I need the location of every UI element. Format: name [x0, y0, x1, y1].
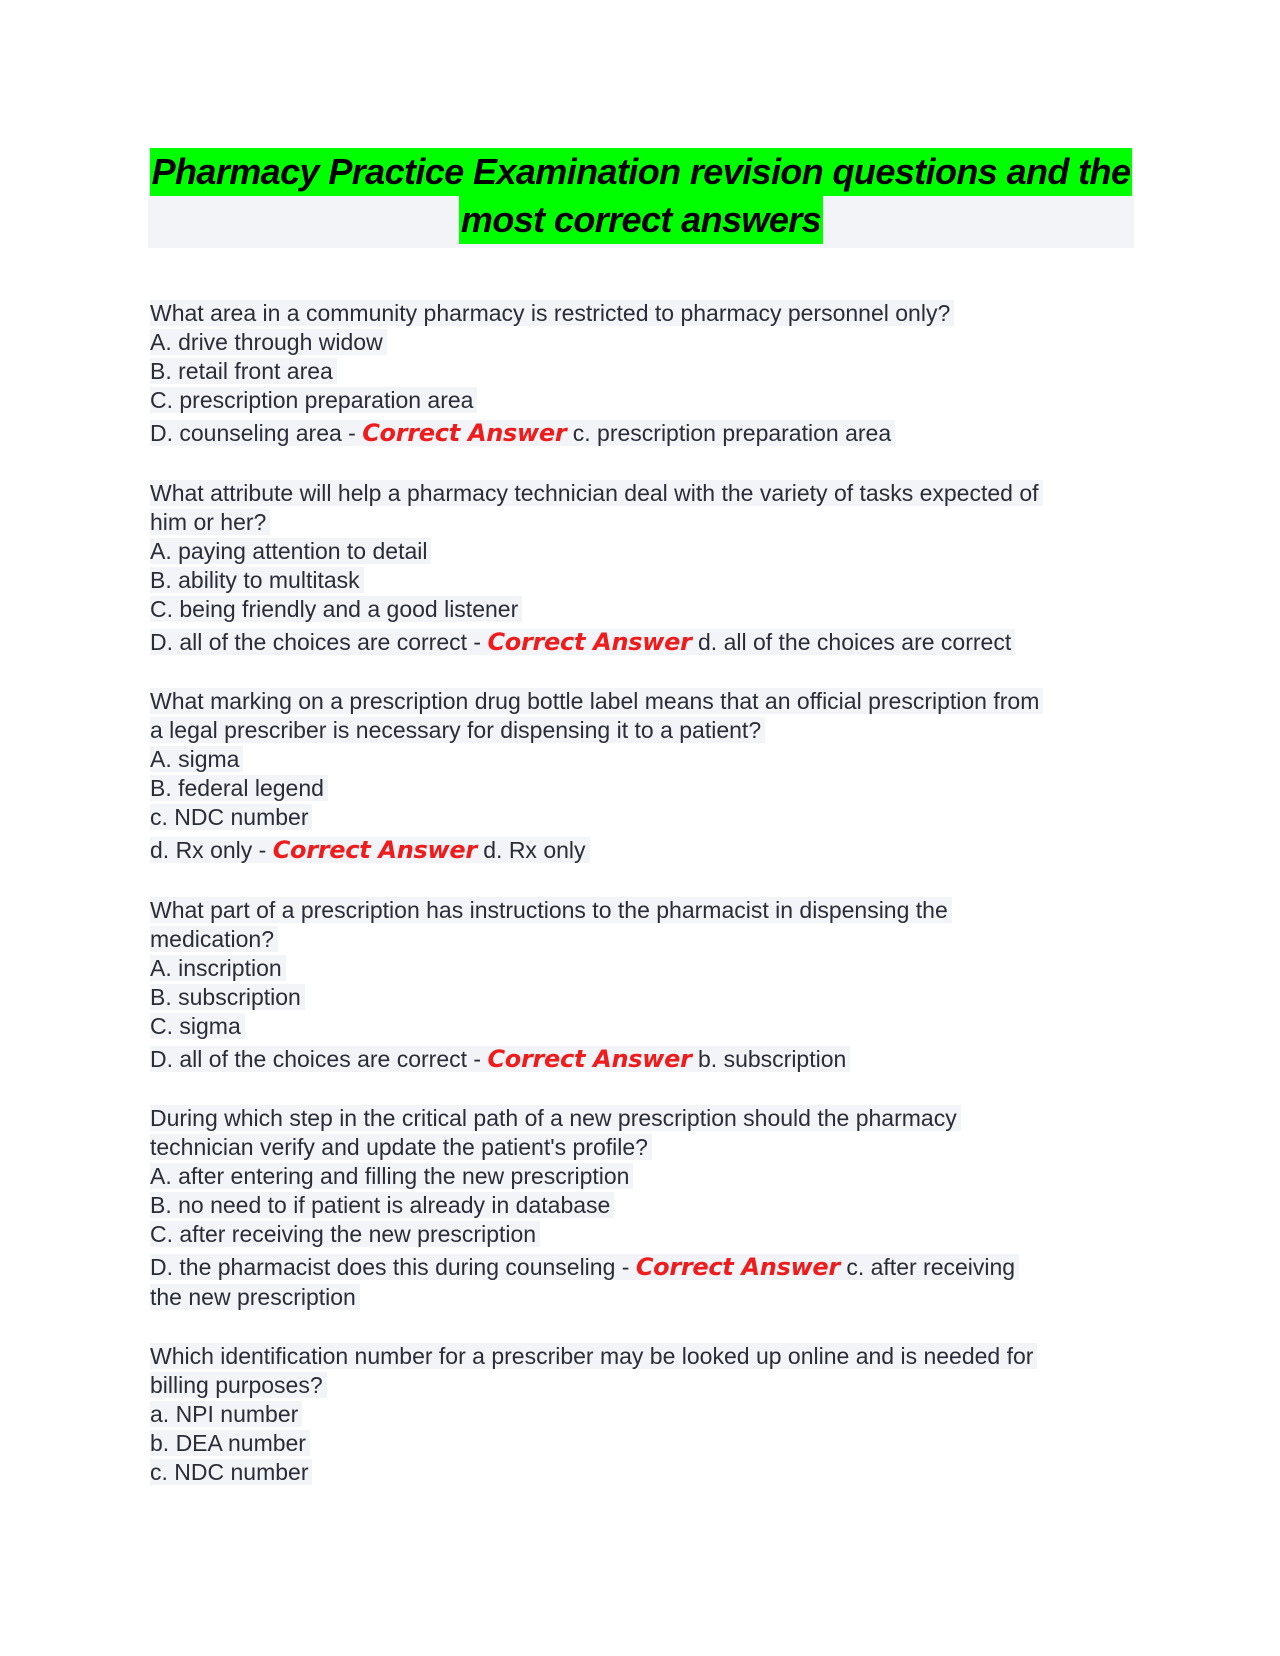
option-a: a. NPI number: [150, 1401, 302, 1427]
answer-line: [150, 417, 1140, 450]
correct-answer-label: Correct Answer: [487, 628, 692, 656]
question-block-1: [150, 299, 1140, 450]
question-block-2: [150, 479, 1140, 659]
answer-line: [150, 626, 1140, 659]
option-b: B. no need to if patient is already in database: [150, 1192, 614, 1218]
question-block-6: [150, 1342, 1140, 1487]
answer-line: [150, 1251, 1140, 1284]
option-c: C. sigma: [150, 1013, 245, 1039]
question-text-line-2: medication?: [150, 926, 278, 952]
answer-text: d. Rx only: [476, 837, 586, 863]
answer-text: d. all of the choices are correct: [691, 629, 1012, 655]
question-text-line-1: Which identification number for a prescriber may be looked up online and is needed for: [150, 1343, 1037, 1369]
question-text: What area in a community pharmacy is restricted to pharmacy personnel only?: [150, 300, 954, 326]
question-text-line-2: a legal prescriber is necessary for dispensing it to a patient?: [150, 717, 765, 743]
question-block-4: [150, 896, 1140, 1076]
correct-answer-label: Correct Answer: [362, 419, 567, 447]
correct-answer-label: Correct Answer: [272, 836, 477, 864]
question-text-line-2: technician verify and update the patient's profile?: [150, 1134, 652, 1160]
question-text-line-1: During which step in the critical path of a new prescription should the pharmacy: [150, 1105, 961, 1131]
option-b: B. federal legend: [150, 775, 328, 801]
answer-text: c. after receiving: [839, 1254, 1016, 1280]
option-c: C. after receiving the new prescription: [150, 1221, 540, 1247]
option-a: A. paying attention to detail: [150, 538, 431, 564]
correct-answer-label: Correct Answer: [487, 1045, 692, 1073]
option-b: b. DEA number: [150, 1430, 310, 1456]
question-text-line-2: him or her?: [150, 509, 270, 535]
question-block-3: [150, 687, 1140, 867]
option-c: C. prescription preparation area: [150, 387, 477, 413]
option-a: A. drive through widow: [150, 329, 387, 355]
option-d: D. the pharmacist does this during counseling -: [150, 1254, 636, 1280]
question-block-5: [150, 1104, 1140, 1311]
option-d: d. Rx only -: [150, 837, 273, 863]
question-text-line-2: billing purposes?: [150, 1372, 327, 1398]
option-b: B. subscription: [150, 984, 305, 1010]
option-d: D. all of the choices are correct -: [150, 629, 488, 655]
option-c: c. NDC number: [150, 804, 312, 830]
question-text-line-1: What marking on a prescription drug bottle label means that an official prescription from: [150, 688, 1043, 714]
title-line-1: Pharmacy Practice Examination revision questions and the: [150, 148, 1133, 196]
answer-line: [150, 1043, 1140, 1076]
option-a: A. after entering and filling the new prescription: [150, 1163, 633, 1189]
option-d: D. counseling area -: [150, 420, 363, 446]
correct-answer-label: Correct Answer: [635, 1253, 840, 1281]
title-line-2: most correct answers: [459, 196, 823, 244]
option-c: c. NDC number: [150, 1459, 312, 1485]
answer-text: c. prescription preparation area: [566, 420, 892, 446]
question-text-line-1: What attribute will help a pharmacy technician deal with the variety of tasks expected of: [150, 480, 1043, 506]
answer-text-continued: the new prescription: [150, 1284, 360, 1310]
answer-line: [150, 834, 1140, 867]
option-d: D. all of the choices are correct -: [150, 1046, 488, 1072]
question-text-line-1: What part of a prescription has instructions to the pharmacist in dispensing the: [150, 897, 952, 923]
answer-text: b. subscription: [691, 1046, 847, 1072]
option-a: A. sigma: [150, 746, 243, 772]
option-b: B. retail front area: [150, 358, 337, 384]
option-a: A. inscription: [150, 955, 286, 981]
option-c: C. being friendly and a good listener: [150, 596, 522, 622]
option-b: B. ability to multitask: [150, 567, 364, 593]
document-title: [148, 148, 1134, 248]
